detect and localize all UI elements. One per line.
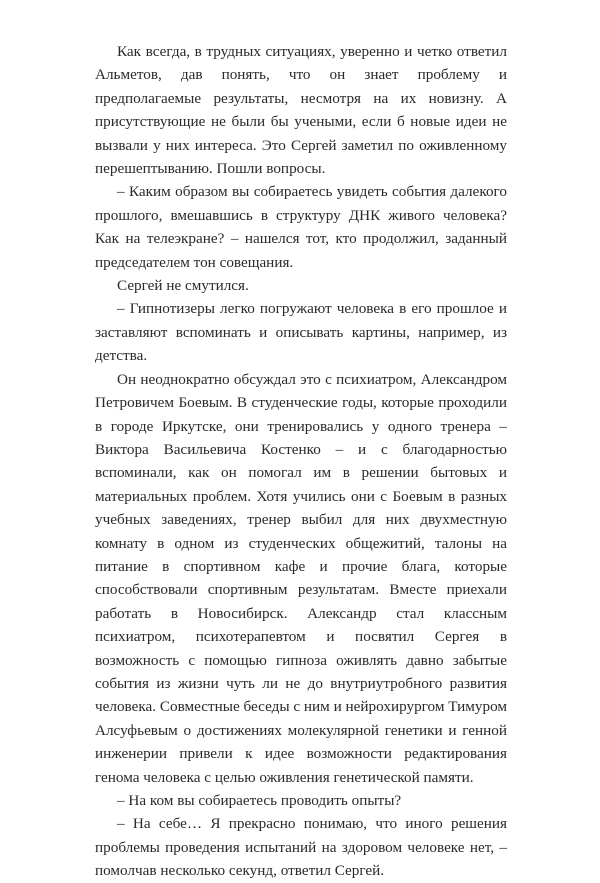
paragraph: Как всегда, в трудных ситуациях, уверенно и четко ответил Альметов, дав понять, что он знает проблему и предполагаемые результаты, несмотря на их новизну. А присутствующие не были бы учеными, если б новые идеи не вызвали у них интереса. Это Сергей заметил по оживленному перешептыванию. Пошли вопросы.	[95, 43, 507, 178]
paragraph: Он неоднократно обсуждал это с психиатром, Александром Петровичем Боевым. В студенческие годы, которые проходили в городе Иркутске, они тренировались у одного тренера – Виктора Васильевича Костенко – и с благодарностью вспоминали, как он помогал им в решении бытовых и материальных проблем. Хотя учились они с Боевым в разных учебных заведениях, тренер выбил для них двухместную комнату в одном из студенческих общежитий, талоны на питание в спортивном кафе и прочие блага, которые способствовали спортивным результатам. Вместе приехали работать в Новосибирск. Александр стал классным психиатром, психотерапевтом и посвятил Сергея в возможность с помощью гипноза оживлять давно забытые события из жизни чуть ли не до внутриутробного развития человека. Совместные беседы с ним и нейрохирургом Тимуром Алсуфьевым о достижениях молекулярной генетики и генной инженерии привели к идее возможности редактирования генома человека с целью оживления генетической памяти.	[95, 370, 507, 786]
body-text	[95, 40, 507, 883]
paragraph: Сергей не смутился.	[117, 277, 249, 295]
paragraph: – На ком вы собираетесь проводить опыты?	[117, 792, 402, 809]
paragraph: – Гипнотизеры легко погружают человека в его прошлое и заставляют вспоминать и описывать картины, например, из детства.	[95, 300, 507, 365]
paragraph: – На себе… Я прекрасно понимаю, что иного решения проблемы проведения испытаний на здоровом человеке нет, – помолчав несколько секунд, ответил Сергей.	[95, 815, 507, 880]
paragraph: – Каким образом вы собираетесь увидеть события далекого прошлого, вмешавшись в структуру ДНК живого человека? Как на телеэкране? – нашелся тот, кто продолжил, заданный председателем тон совещания.	[95, 183, 507, 271]
